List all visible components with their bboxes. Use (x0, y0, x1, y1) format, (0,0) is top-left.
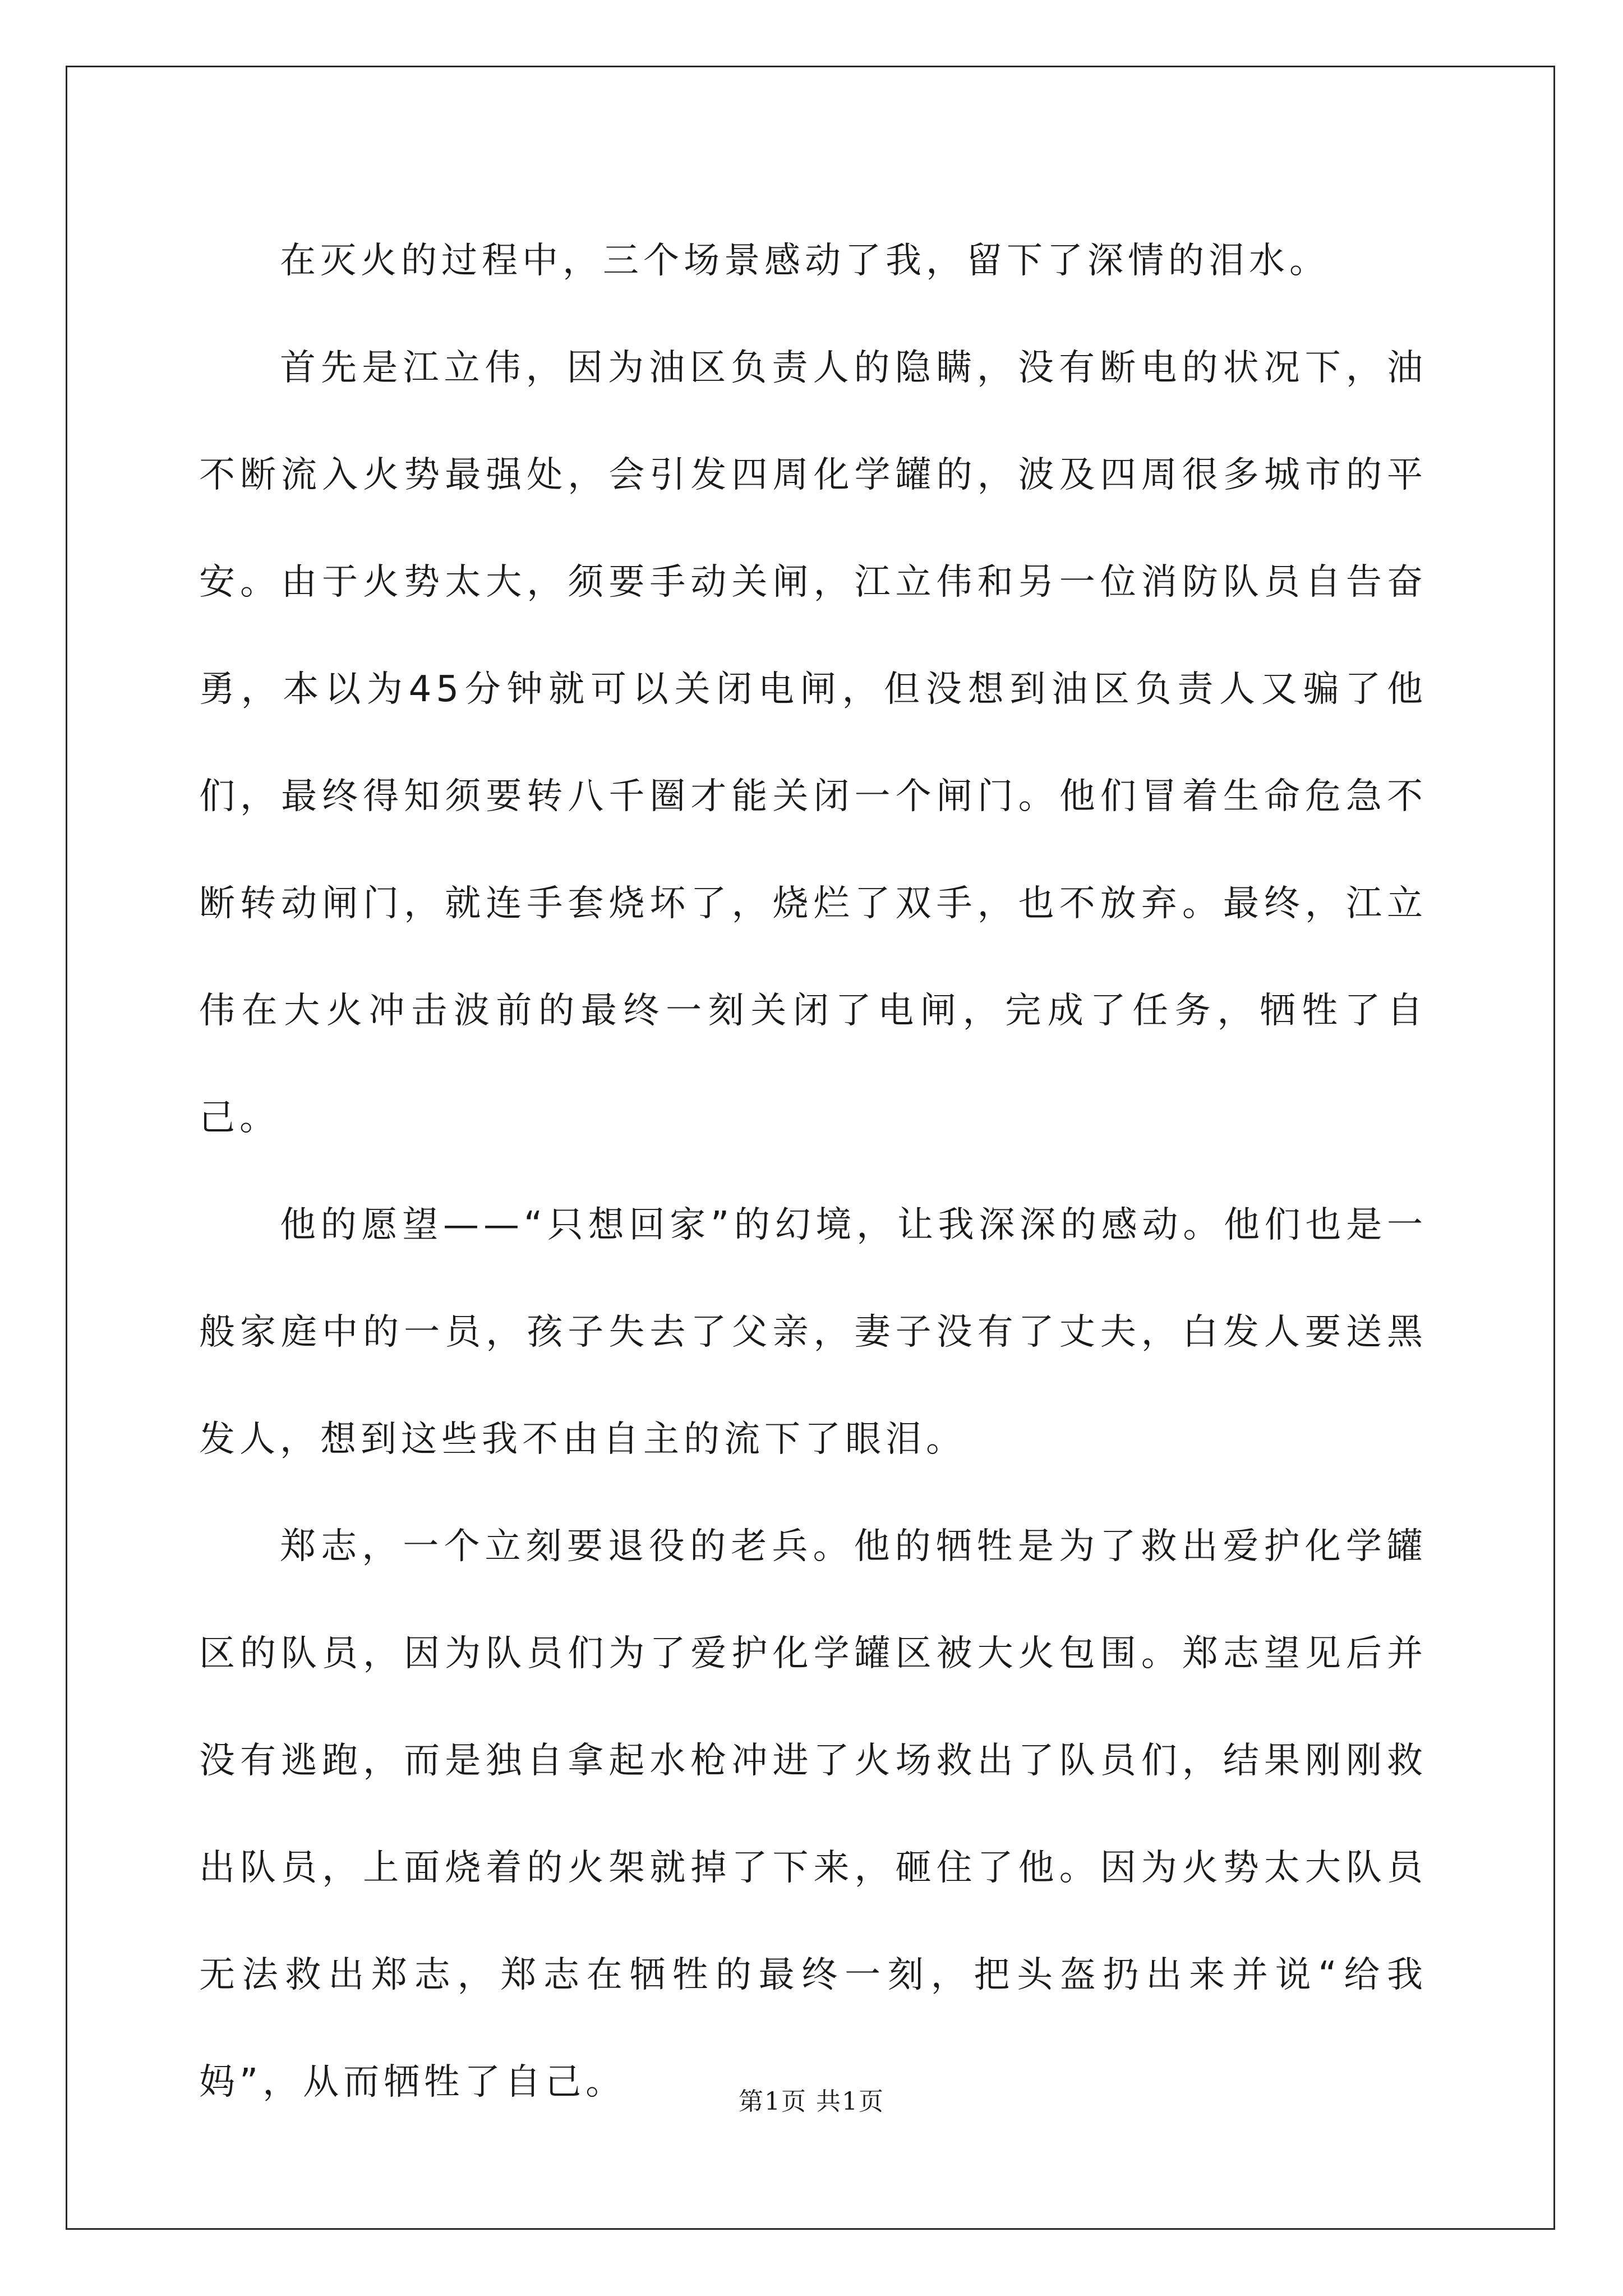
paragraph-4: 郑志，一个立刻要退役的老兵。他的牺牲是为了救出爱护化学罐区的队员，因为队员们为了爱护化学罐区被大火包围。郑志望见后并没有逃跑，而是独自拿起水枪冲进了火场救出了队员们，结果刚刚救出队员，上面烧着的火架就掉了下来，砸住了他。因为火势太大队员无法救出郑志，郑志在牺牲的最终一刻，把头盔扔出来并说“给我妈”，从而牺牲了自己。 (199, 1526, 1427, 2103)
document-body (199, 208, 1427, 2136)
page-footer: 第1页 共1页 (739, 2087, 884, 2116)
paragraph-2: 首先是江立伟，因为油区负责人的隐瞒，没有断电的状况下，油不断流入火势最强处，会引发四周化学罐的，波及四周很多城市的平安。由于火势太大，须要手动关闸，江立伟和另一位消防队员自告奋勇，本以为45分钟就可以关闭电闸，但没想到油区负责人又骗了他们，最终得知须要转八千圈才能关闭一个闸门。他们冒着生命危急不断转动闸门，就连手套烧坏了，烧烂了双手，也不放弃。最终，江立伟在大火冲击波前的最终一刻关闭了电闸，完成了任务，牺牲了自己。 (199, 347, 1427, 1139)
paragraph-3: 他的愿望——“只想回家”的幻境，让我深深的感动。他们也是一般家庭中的一员，孩子失去了父亲，妻子没有了丈夫，白发人要送黑发人，想到这些我不由自主的流下了眼泪。 (199, 1204, 1427, 1460)
paragraph-1: 在灭火的过程中，三个场景感动了我，留下了深情的泪水。 (280, 240, 1330, 282)
